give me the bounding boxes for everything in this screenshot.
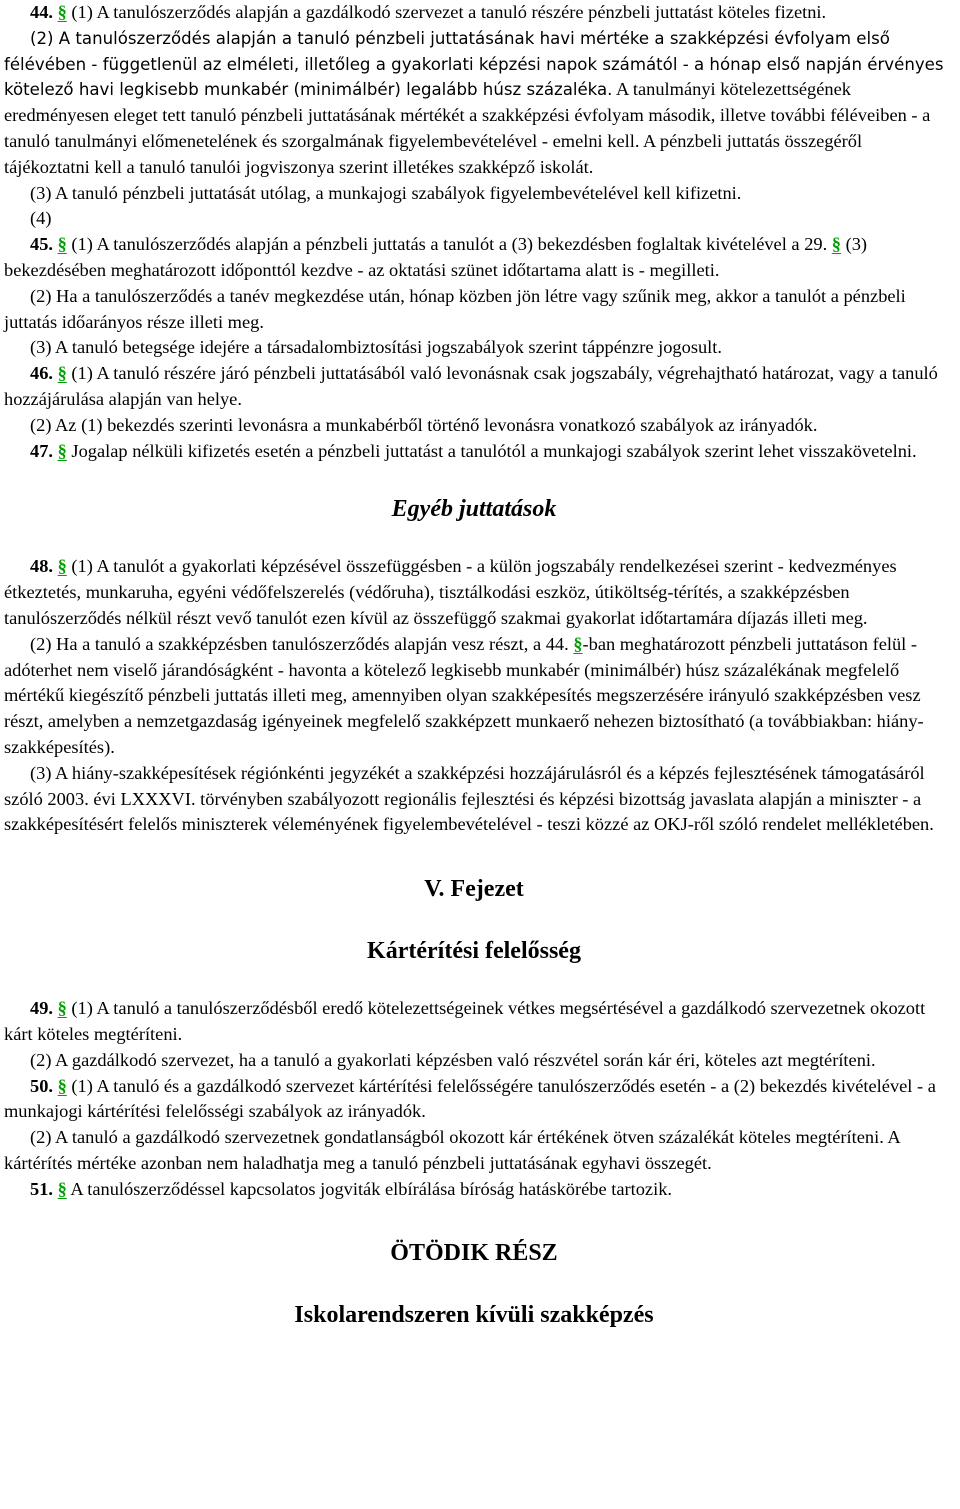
paragraph-46-2 (4, 413, 944, 439)
paragraph-45-1 (4, 232, 944, 284)
paragraph-text: Jogalap nélküli kifizetés esetén a pénzbeli juttatást a tanulótól a munkajogi szabályok szerint lehet visszakövetelni. (71, 440, 917, 461)
paragraph-45-3 (4, 335, 944, 361)
paragraph-text: (1) A tanulószerződés alapján a pénzbeli juttatás a tanulót a (3) bekezdésben foglaltak kivételével a 29. (71, 234, 828, 255)
section-link[interactable]: § (57, 1178, 67, 1199)
paragraph-48-2 (4, 632, 944, 761)
section-link[interactable]: § (57, 440, 67, 461)
paragraph-48-3 (4, 761, 944, 838)
paragraph-49-1 (4, 996, 944, 1048)
section-number: 51. (30, 1178, 53, 1199)
paragraph-text: (3) A tanuló pénzbeli juttatását utólag, a munkajogi szabályok figyelembevételével kell kifizetni. (30, 182, 742, 203)
chapter-title: Kártérítési felelősség (367, 938, 581, 965)
paragraph-44-3 (4, 181, 944, 207)
paragraph-46-1 (4, 361, 944, 413)
section-link[interactable]: § (57, 363, 67, 384)
paragraph-text: (2) Ha a tanuló a szakképzésben tanulószerződés alapján vesz részt, a 44. (30, 633, 569, 654)
paragraph-text: (3) A tanuló betegsége idejére a társadalombiztosítási jogszabályok szerint táppénzre jogosult. (30, 337, 722, 358)
section-number: 50. (30, 1075, 53, 1096)
section-number: 45. (30, 234, 53, 255)
paragraph-text: (2) Ha a tanulószerződés a tanév megkezdése után, hónap közben jön létre vagy szűnik meg, akkor a tanulót a pénzbeli juttatás időarányos része illeti meg. (4, 285, 906, 332)
paragraph-text: (4) (30, 208, 52, 229)
paragraph-text: (1) A tanuló és a gazdálkodó szervezet kártérítési felelősségére tanulószerződés esetén - a (2) bekezdés kivételével - a munkajogi kártérítési felelősségi szabályok az irányadók. (4, 1075, 936, 1122)
paragraph-44-4 (4, 206, 944, 232)
paragraph-text: (2) A gazdálkodó szervezet, ha a tanuló a gyakorlati képzésben való részvétel során kár éri, köteles azt megtéríteni. (30, 1049, 876, 1070)
section-link[interactable]: § (831, 234, 841, 255)
part-heading: ÖTÖDIK RÉSZ (390, 1240, 558, 1267)
section-link[interactable]: § (57, 998, 67, 1019)
section-number: 49. (30, 998, 53, 1019)
paragraph-text: (1) A tanulót a gyakorlati képzésével összefüggésben - a külön jogszabály rendelkezései szerint - kedvezményes étkeztetés, munkaruha, egyéni védőfelszerelés (védőruha), tisztálkodási eszköz, útiköltség-térítés, a szakképzésben tanulószerződés nélkül részt vevő tanulót ezen kívül az összefüggő szakmai gyakorlat időtartamára díjazás illeti meg. (4, 556, 897, 628)
paragraph-50-2 (4, 1125, 944, 1177)
section-link[interactable]: § (57, 1075, 67, 1096)
section-number: 46. (30, 363, 53, 384)
paragraph-text: A tanulmányi kötelezettségének eredményesen eleget tett tanuló pénzbeli juttatásának mértékét a szakképzési évfolyam második, illetve további féléveiben - a tanuló tanulmányi előmenetelének és szorgalmának figyelembevételével - emelni kell. A pénzbeli juttatás összegéről tájékoztatni kell a tanuló tanulói jogviszonya szerint illetékes szakképző iskolát. (4, 79, 931, 177)
paragraph-text: (2) A tanulószerződés alapján a tanuló pénzbeli juttatásának havi mértéke a szakképzési évfolyam első félévében - függetlenül az elméleti, illetőleg a gyakorlati képzési napok számától - a hónap első napján érvényes kötelező havi legkisebb munkabér (minimálbér) legalább húsz százaléka. (4, 28, 944, 100)
paragraph-text: (1) A tanulószerződés alapján a gazdálkodó szervezet a tanuló részére pénzbeli juttatást köteles fizetni. (71, 2, 827, 22)
paragraph-44-1 (4, 0, 944, 26)
section-link[interactable]: § (57, 556, 67, 577)
paragraph-48-1 (4, 554, 944, 631)
part-title: Iskolarendszeren kívüli szakképzés (294, 1302, 654, 1329)
section-link[interactable]: § (57, 2, 67, 22)
paragraph-text: (3) A hiány-szakképesítések régiónkénti jegyzékét a szakképzési hozzájárulásról és a képzés fejlesztésének támogatásáról szóló 2003. évi LXXXVI. törvényben szabályozott regionális fejlesztési és képzési bizottság javaslata alapján a miniszter - a szakképesítésért felelős miniszterek véleményének figyelembevételével - teszi közzé az OKJ-ről szóló rendelet mellékletében. (4, 762, 934, 835)
paragraph-47-1 (4, 439, 944, 465)
paragraph-49-2 (4, 1048, 944, 1074)
subheading-egyeb-juttatasok: Egyéb juttatások (391, 496, 557, 523)
section-link[interactable]: § (573, 633, 583, 654)
paragraph-text: A tanulószerződéssel kapcsolatos jogviták elbírálása bíróság hatáskörébe tartozik. (70, 1178, 672, 1199)
paragraph-45-2 (4, 284, 944, 336)
section-number: 48. (30, 556, 53, 577)
section-number: 44. (30, 2, 53, 22)
paragraph-text: (1) A tanuló részére járó pénzbeli juttatásából való levonásnak csak jogszabály, végrehajtható határozat, vagy a tanuló hozzájárulása alapján van helye. (4, 363, 938, 409)
paragraph-50-1 (4, 1074, 944, 1126)
paragraph-text: -ban meghatározott pénzbeli juttatáson felül - adóterhet nem viselő járandóságként - havonta a kötelező legkisebb munkabér (minimálbér) húsz százalékának megfelelő mértékű kiegészítő pénzbeli juttatás illeti meg, amennyiben olyan szakképesítés megszerzésére irányuló szakképzésben vesz részt, amelyben a nemzetgazdaság igényeinek megfelelő szakképzett munkaerő nehezen biztosítható (a továbbiakban: hiány-szakképesítés). (4, 633, 924, 757)
section-link[interactable]: § (57, 234, 67, 255)
paragraph-text: (1) A tanuló a tanulószerződésből eredő kötelezettségeinek vétkes megsértésével a gazdálkodó szervezetnek okozott kárt köteles megtéríteni. (4, 998, 926, 1044)
paragraph-text: (2) Az (1) bekezdés szerinti levonásra a munkabérből történő levonásra vonatkozó szabályok az irányadók. (30, 414, 818, 435)
paragraph-44-2 (4, 26, 944, 181)
chapter-heading: V. Fejezet (424, 876, 524, 903)
section-number: 47. (30, 440, 53, 461)
paragraph-text: (2) A tanuló a gazdálkodó szervezetnek gondatlanságból okozott kár értékének ötven százalékát köteles megtéríteni. A kártérítés mértéke azonban nem haladhatja meg a tanuló pénzbeli juttatásának egyhavi összegét. (4, 1127, 900, 1173)
paragraph-text: (3) bekezdésében meghatározott időponttól kezdve - az oktatási szünet időtartama alatt is - megilleti. (4, 234, 868, 280)
paragraph-51-1 (4, 1177, 944, 1203)
